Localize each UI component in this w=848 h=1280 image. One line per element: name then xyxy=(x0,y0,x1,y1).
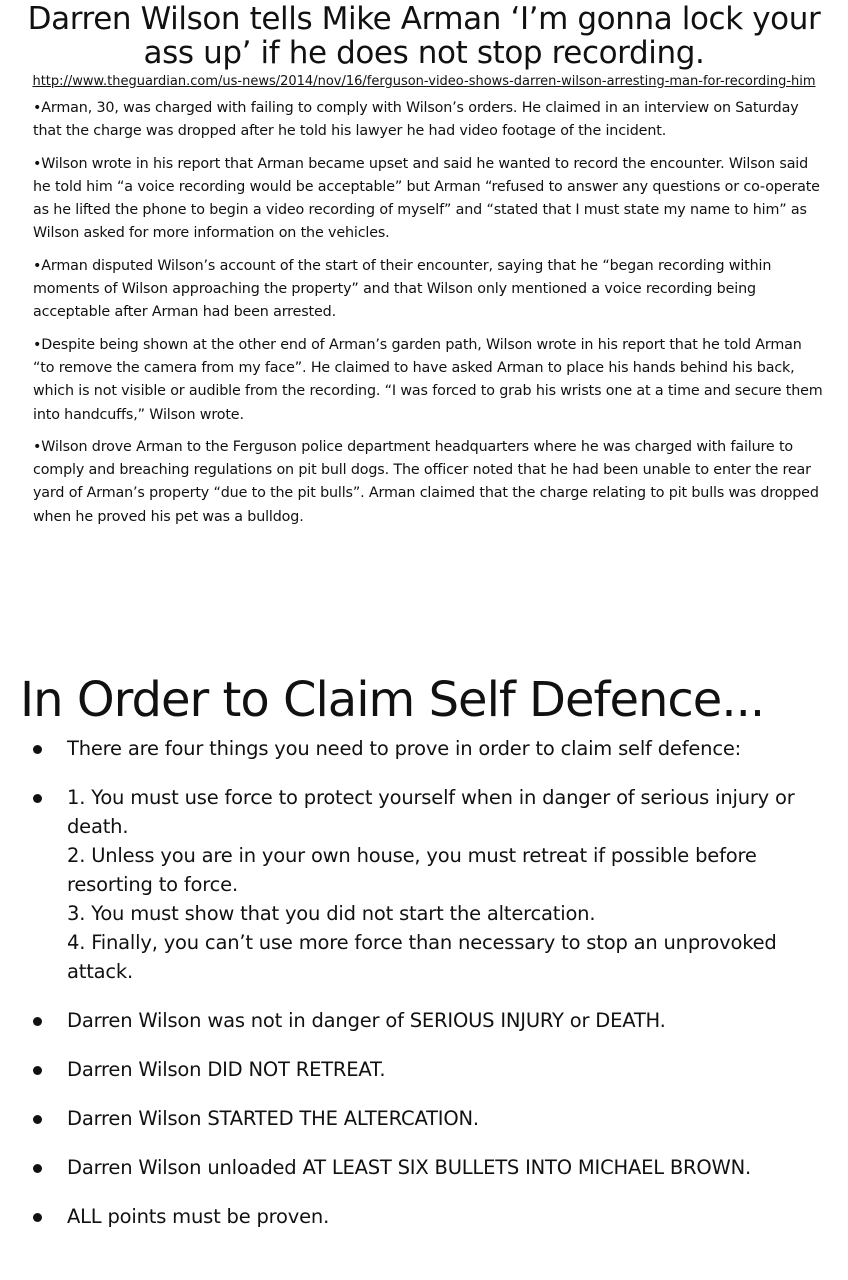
bullet-item xyxy=(0,783,828,986)
bullet-item xyxy=(0,1153,828,1182)
bullet-dot-icon xyxy=(33,1213,42,1222)
article-point: •Despite being shown at the other end of Arman’s garden path, Wilson wrote in his report that he told Arman “to remove the camera from my face”. He claimed to have asked Arman to place his hands behind his back, which is not visible or audible from the recording. “I was forced to grab his wrists one at a time and secure them into handcuffs,” Wilson wrote. xyxy=(33,336,823,423)
article-title: Darren Wilson tells Mike Arman ‘I’m gonna lock your ass up’ if he does not stop recording. xyxy=(27,1,821,71)
bullet-dot-icon xyxy=(33,1115,42,1124)
step-text: 4. Finally, you can’t use more force than necessary to stop an unprovoked attack. xyxy=(67,931,777,983)
bullet-item xyxy=(0,734,828,763)
bullet-item xyxy=(0,1104,828,1133)
fact-text: ALL points must be proven. xyxy=(67,1205,330,1228)
intro-text: There are four things you need to prove in order to claim self defence: xyxy=(67,737,742,760)
bullet-dot-icon xyxy=(33,794,42,803)
fact-text: Darren Wilson unloaded AT LEAST SIX BULLETS INTO MICHAEL BROWN. xyxy=(67,1156,752,1179)
self-defence-slide xyxy=(0,670,848,1280)
bullet-item xyxy=(0,1202,828,1231)
bullet-dot-icon xyxy=(33,1066,42,1075)
fact-text: Darren Wilson STARTED THE ALTERCATION. xyxy=(67,1107,479,1130)
fact-text: Darren Wilson DID NOT RETREAT. xyxy=(67,1058,386,1081)
source-link[interactable]: http://www.theguardian.com/us-news/2014/nov/16/ferguson-video-shows-darren-wilson-arresting-man-for-recording-him xyxy=(32,74,816,89)
self-defence-title: In Order to Claim Self Defence... xyxy=(20,672,765,728)
self-defence-bullets xyxy=(0,734,848,1231)
article-point: •Wilson drove Arman to the Ferguson police department headquarters where he was charged with failure to comply and breaching regulations on pit bull dogs. The officer noted that he had been unable to enter the rear yard of Arman’s property “due to the pit bulls”. Arman claimed that the charge relating to pit bulls was dropped when he proved his pet was a bulldog. xyxy=(33,438,819,525)
step-text: 2. Unless you are in your own house, you must retreat if possible before resorting to force. xyxy=(67,844,757,896)
article-point: •Arman, 30, was charged with failing to comply with Wilson’s orders. He claimed in an interview on Saturday that the charge was dropped after he told his lawyer he had video footage of the incident. xyxy=(33,100,799,140)
bullet-item xyxy=(0,1055,828,1084)
bullet-dot-icon xyxy=(33,745,42,754)
bullet-dot-icon xyxy=(33,1164,42,1173)
step-text: 1. You must use force to protect yourself when in danger of serious injury or death. xyxy=(67,786,795,838)
bullet-dot-icon xyxy=(33,1017,42,1026)
step-text: 3. You must show that you did not start the altercation. xyxy=(67,902,596,925)
article-point: •Arman disputed Wilson’s account of the start of their encounter, saying that he “began recording within moments of Wilson approaching the property” and that Wilson only mentioned a voice recording being acceptable after Arman had been arrested. xyxy=(33,257,772,321)
article-point: •Wilson wrote in his report that Arman became upset and said he wanted to record the encounter. Wilson said he told him “a voice recording would be acceptable” but Arman “refused to answer any questions or co-operate as he lifted the phone to begin a video recording of myself” and “stated that I must state my name to him” as Wilson asked for more information on the vehicles. xyxy=(33,155,820,242)
bullet-item xyxy=(0,1006,828,1035)
article-points xyxy=(0,97,848,529)
fact-text: Darren Wilson was not in danger of SERIOUS INJURY or DEATH. xyxy=(67,1009,666,1032)
